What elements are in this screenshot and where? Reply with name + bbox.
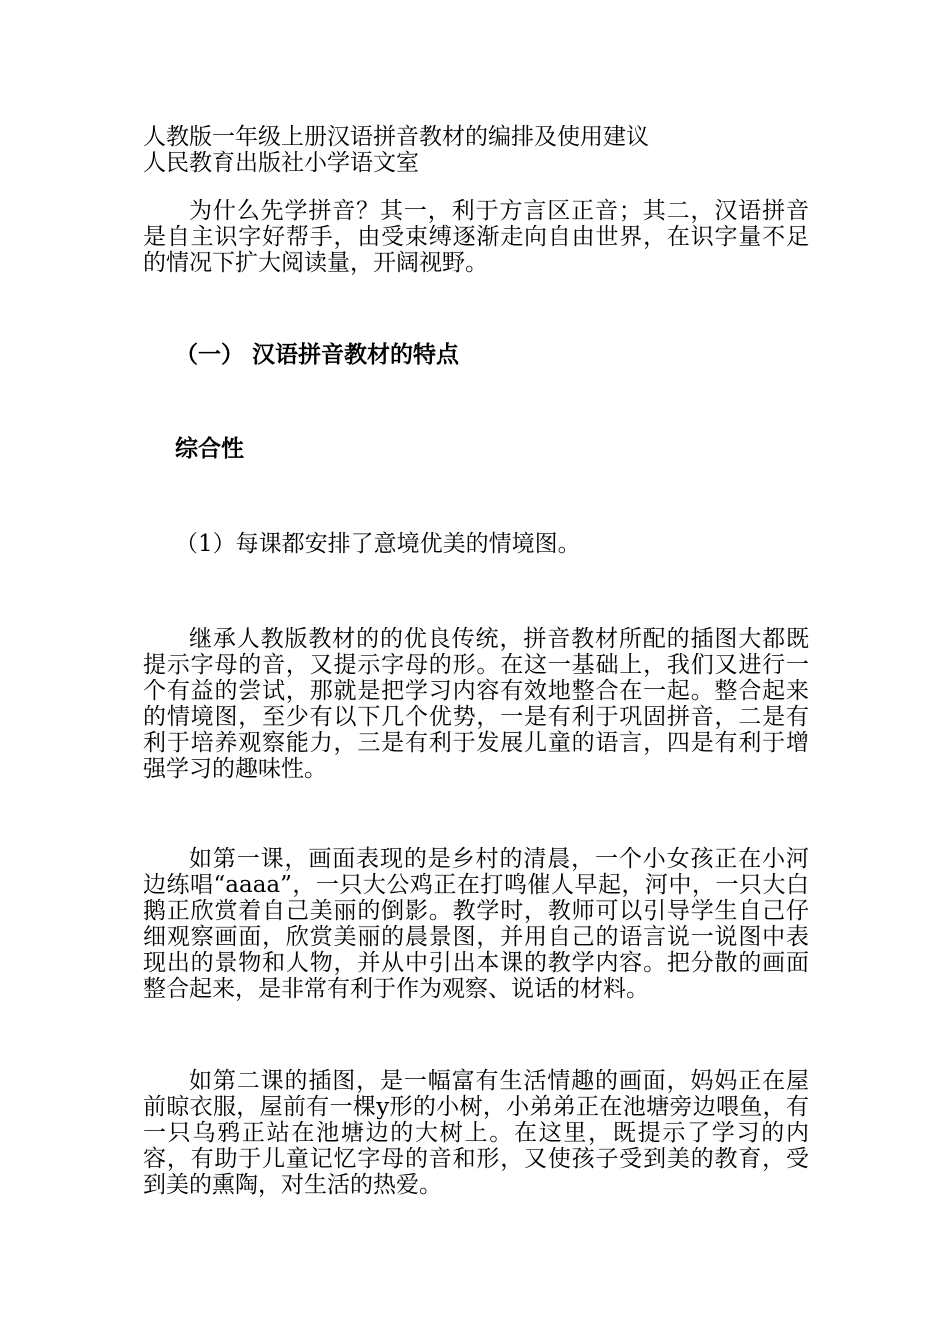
list-item: （1）每课都安排了意境优美的情境图。 <box>175 531 581 557</box>
body-paragraph-3: 如第二课的插图，是一幅富有生活情趣的画面，妈妈正在屋前晾衣服，屋前有一棵y形的小树，小弟弟正在池塘旁边喂鱼，有一只乌鸦正站在池塘边的大树上。在这里，既提示了学习的内容，有助于儿童记忆字母的音和形，又使孩子受到美的教育，受到美的熏陶，对生活的热爱。 <box>143 1068 809 1198</box>
section-heading: （一） 汉语拼音教材的特点 <box>175 342 460 368</box>
document-title: 人教版一年级上册汉语拼音教材的编排及使用建议 <box>143 124 649 150</box>
intro-paragraph: 为什么先学拼音？其一，利于方言区正音；其二，汉语拼音是自主识字好帮手，由受束缚逐渐走向自由世界，在识字量不足的情况下扩大阅读量，开阔视野。 <box>143 198 809 276</box>
document-author: 人民教育出版社小学语文室 <box>143 150 419 176</box>
subheading: 综合性 <box>175 436 244 462</box>
body-paragraph-1: 继承人教版教材的的优良传统，拼音教材所配的插图大都既提示字母的音，又提示字母的形。在这一基础上，我们又进行一个有益的尝试，那就是把学习内容有效地整合在一起。整合起来的情境图，至少有以下几个优势，一是有利于巩固拼音，二是有利于培养观察能力，三是有利于发展儿童的语言，四是有利于增强学习的趣味性。 <box>143 626 809 782</box>
body-paragraph-2: 如第一课，画面表现的是乡村的清晨，一个小女孩正在小河边练唱“aaaa”，一只大公鸡正在打鸣催人早起，河中，一只大白鹅正欣赏着自己美丽的倒影。教学时，教师可以引导学生自己仔细观察画面，欣赏美丽的晨景图，并用自己的语言说一说图中表现出的景物和人物，并从中引出本课的教学内容。把分散的画面整合起来，是非常有利于作为观察、说话的材料。 <box>143 846 809 1002</box>
